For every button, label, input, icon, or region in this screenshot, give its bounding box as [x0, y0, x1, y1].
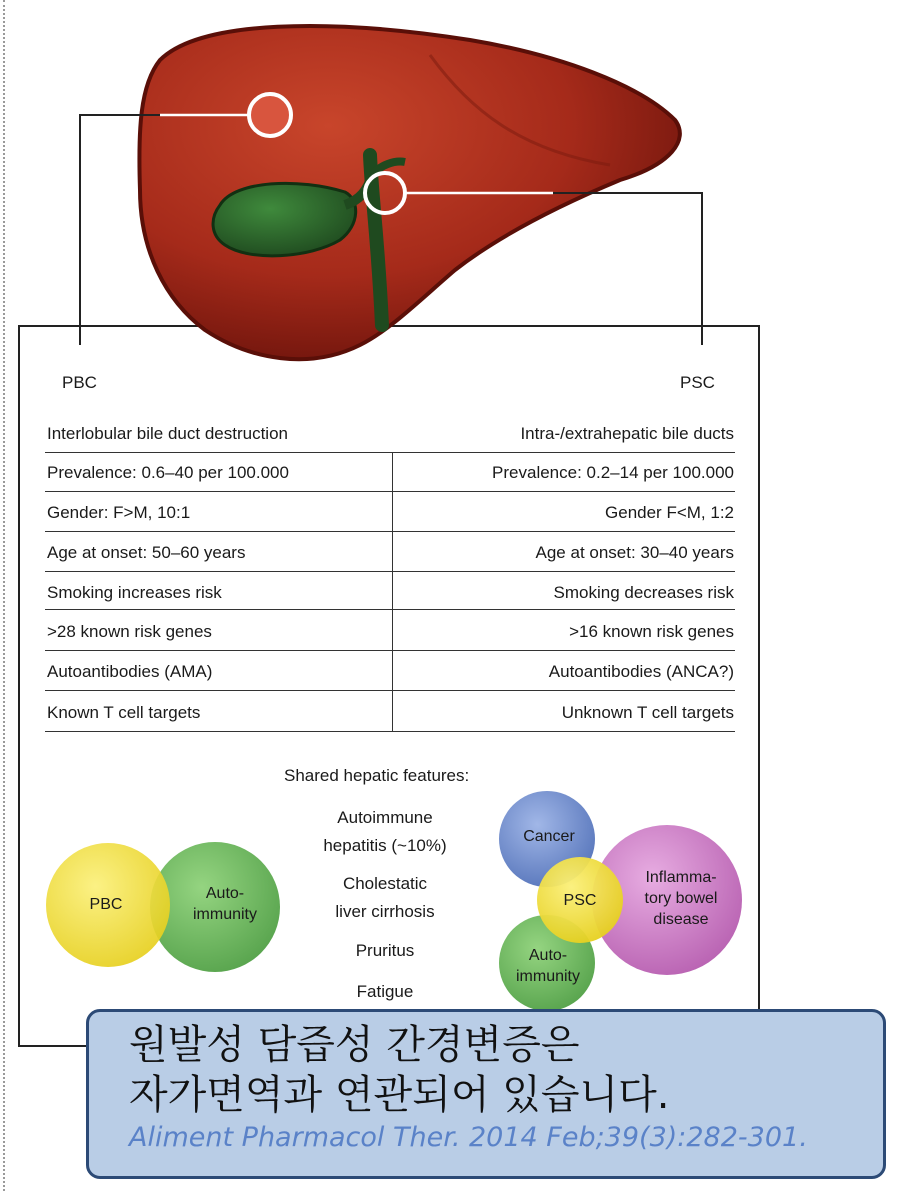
- venn-right-autoimmunity-label: Auto- immunity: [515, 947, 580, 985]
- venn-psc-label: PSC: [563, 892, 597, 909]
- psc-header: PSC: [680, 373, 715, 392]
- table-row-left: Prevalence: 0.6–40 per 100.000: [47, 463, 289, 482]
- table-row-left: Interlobular bile duct destruction: [47, 424, 288, 443]
- venn-left-pbc-label: PBC: [89, 896, 123, 913]
- shared-feature-pruritus: Pruritus: [355, 941, 415, 960]
- table-row-right: Autoantibodies (ANCA?): [548, 662, 734, 681]
- row-divider: [45, 452, 735, 453]
- venn-cancer-label: Cancer: [523, 828, 575, 845]
- table-row-left: >28 known risk genes: [47, 622, 212, 641]
- table-row-right: Unknown T cell targets: [561, 703, 734, 722]
- shared-feature-autoimmune-hepatitis: Autoimmune hepatitis (~10%): [323, 808, 447, 855]
- row-divider: [45, 609, 735, 610]
- caption-line-1: 원발성 담즙성 간경변증은: [129, 1022, 580, 1068]
- caption-line-2: 자가면역과 연관되어 있습니다.: [129, 1072, 670, 1118]
- table-row-right: Smoking decreases risk: [553, 583, 734, 602]
- table-row-left: Smoking increases risk: [47, 583, 222, 602]
- table-row-left: Known T cell targets: [47, 703, 201, 722]
- citation-text: Aliment Pharmacol Ther. 2014 Feb;39(3):282-301.: [129, 1122, 808, 1153]
- row-divider: [45, 531, 735, 532]
- table-row-right: Intra-/extrahepatic bile ducts: [520, 424, 734, 443]
- row-divider: [45, 731, 735, 732]
- row-divider: [45, 690, 735, 691]
- pbc-header: PBC: [62, 373, 97, 392]
- table-row-left: Autoantibodies (AMA): [47, 662, 213, 681]
- row-divider: [45, 571, 735, 572]
- venn-left-autoimmunity-label: Auto- immunity: [192, 885, 257, 923]
- pbc-marker-circle: [249, 94, 291, 136]
- table-row-right: Age at onset: 30–40 years: [535, 543, 734, 562]
- row-divider: [45, 650, 735, 651]
- shared-feature-fatigue: Fatigue: [356, 982, 414, 1001]
- shared-features-title: Shared hepatic features:: [284, 766, 470, 785]
- row-divider: [45, 491, 735, 492]
- table-row-right: Prevalence: 0.2–14 per 100.000: [492, 463, 734, 482]
- table-row-left: Gender: F>M, 10:1: [47, 503, 191, 522]
- table-row-left: Age at onset: 50–60 years: [47, 543, 246, 562]
- table-row-right: >16 known risk genes: [569, 622, 734, 641]
- venn-ibd-label: Inflamma- tory bowel disease: [644, 869, 718, 928]
- table-row-right: Gender F<M, 1:2: [605, 503, 734, 522]
- korean-caption-box: [86, 1009, 886, 1179]
- column-divider: [392, 452, 393, 731]
- shared-feature-cholestatic-cirrhosis: Cholestatic liver cirrhosis: [335, 874, 435, 921]
